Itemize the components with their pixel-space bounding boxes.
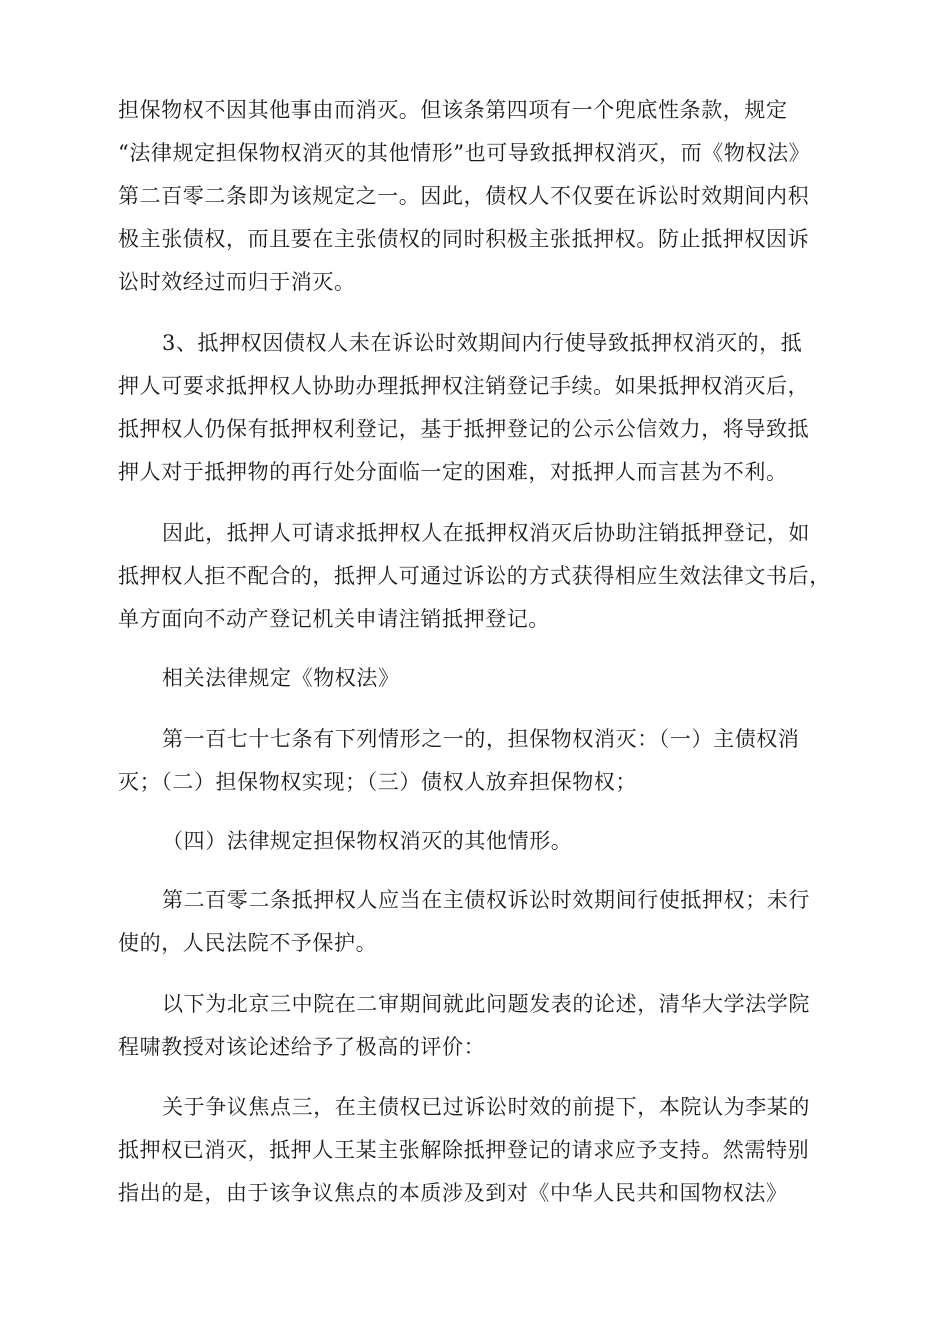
text-line: 抵押权已消灭，抵押人王某主张解除抵押登记的请求应予支持。然需特别 <box>118 1138 810 1162</box>
text-line: 程啸教授对该论述给予了极高的评价： <box>118 1035 486 1059</box>
text-line: 3、抵押权因债权人未在诉讼时效期间内行使导致抵押权消灭的，抵 <box>162 331 803 355</box>
text-line: 担保物权不因其他事由而消灭。但该条第四项有一个兜底性条款，规定 <box>118 98 788 122</box>
text-line: 抵押权人仍保有抵押权利登记，基于抵押登记的公示公信效力，将导致抵 <box>118 417 810 441</box>
paragraph-item-3 <box>118 322 838 494</box>
text-line: 使的，人民法院不予保护。 <box>118 931 378 955</box>
paragraph-continuation <box>118 89 838 304</box>
text-line: 指出的是，由于该争议焦点的本质涉及到对《中华人民共和国物权法》 <box>118 1181 788 1205</box>
paragraph-article-202 <box>118 879 838 965</box>
paragraph-article-177 <box>118 718 838 804</box>
text-line: 关于争议焦点三，在主债权已过诉讼时效的前提下，本院认为李某的 <box>162 1095 810 1119</box>
text-line: 极主张债权，而且要在主张债权的同时积极主张抵押权。防止抵押权因诉 <box>118 227 810 251</box>
text-line: 押人对于抵押物的再行处分面临一定的困难，对抵押人而言甚为不利。 <box>118 460 788 484</box>
text-line: 第二百零二条即为该规定之一。因此，债权人不仅要在诉讼时效期间内积 <box>118 184 810 208</box>
text-line: 因此，抵押人可请求抵押权人在抵押权消灭后协助注销抵押登记，如 <box>162 521 810 545</box>
text-line: 讼时效经过而归于消灭。 <box>118 270 356 294</box>
paragraph-therefore <box>118 512 838 641</box>
text-line: （四）法律规定担保物权消灭的其他情形。 <box>162 829 573 853</box>
paragraph-article-177-item-4 <box>118 820 838 863</box>
text-line: 抵押权人拒不配合的，抵押人可通过诉讼的方式获得相应生效法律文书后， <box>118 564 831 588</box>
text-line: 单方面向不动产登记机关申请注销抵押登记。 <box>118 607 550 631</box>
text-line: 以下为北京三中院在二审期间就此问题发表的论述，清华大学法学院 <box>162 992 810 1016</box>
text-line: “法律规定担保物权消灭的其他情形”也可导致抵押权消灭，而《物权法》 <box>118 141 811 165</box>
paragraph-court-statement <box>118 983 838 1069</box>
text-line: 相关法律规定《物权法》 <box>162 666 400 690</box>
text-line: 第一百七十七条有下列情形之一的，担保物权消灭：（一）主债权消 <box>162 727 800 751</box>
text-line: 押人可要求抵押权人协助办理抵押权注销登记手续。如果抵押权消灭后， <box>118 374 810 398</box>
text-line: 灭；（二）担保物权实现；（三）债权人放弃担保物权； <box>118 770 637 794</box>
paragraph-dispute-focus <box>118 1086 838 1215</box>
text-line: 第二百零二条抵押权人应当在主债权诉讼时效期间行使抵押权；未行 <box>162 888 810 912</box>
paragraph-heading-law <box>118 657 838 700</box>
